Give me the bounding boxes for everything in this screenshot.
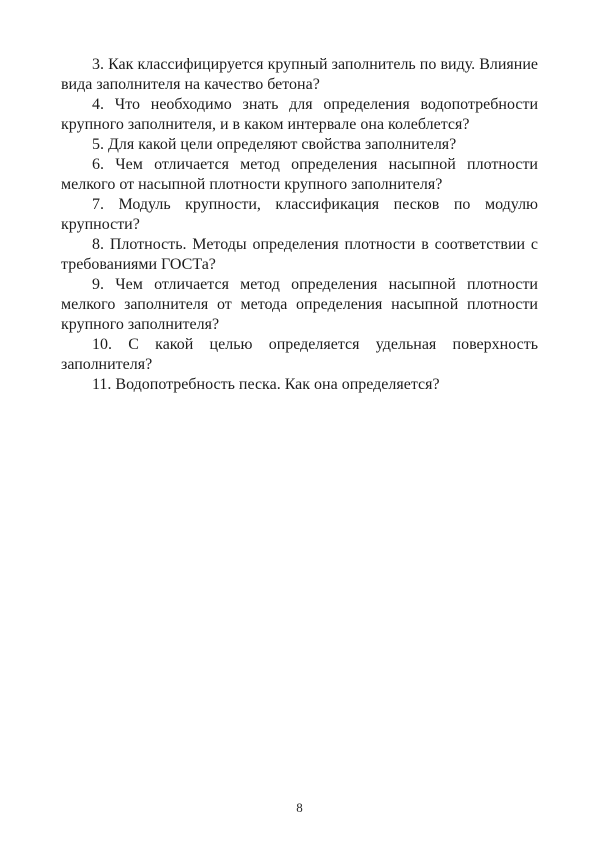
page-number: 8: [296, 800, 303, 815]
question-item: 6. Чем отличается метод определения насыпной плотности мелкого от насыпной плотности крупного заполнителя?: [61, 156, 538, 193]
question-item: 5. Для какой цели определяют свойства заполнителя?: [92, 136, 457, 153]
question-item: 8. Плотность. Методы определения плотности в соответствии с требованиями ГОСТа?: [61, 236, 538, 273]
question-item: 7. Модуль крупности, классификация песков по модулю крупности?: [61, 196, 538, 233]
question-item: 4. Что необходимо знать для определения водопотребности крупного заполнителя, и в каком интервале она колеблется?: [61, 96, 538, 133]
question-item: 10. С какой целью определяется удельная поверхность заполнителя?: [61, 336, 538, 373]
question-item: 3. Как классифицируется крупный заполнитель по виду. Влияние вида заполнителя на качество бетона?: [61, 56, 538, 93]
question-item: 11. Водопотребность песка. Как она определяется?: [92, 376, 440, 393]
question-item: 9. Чем отличается метод определения насыпной плотности мелкого заполнителя от метода определения насыпной плотности крупного заполнителя?: [61, 276, 538, 333]
questions-list: [61, 55, 538, 395]
